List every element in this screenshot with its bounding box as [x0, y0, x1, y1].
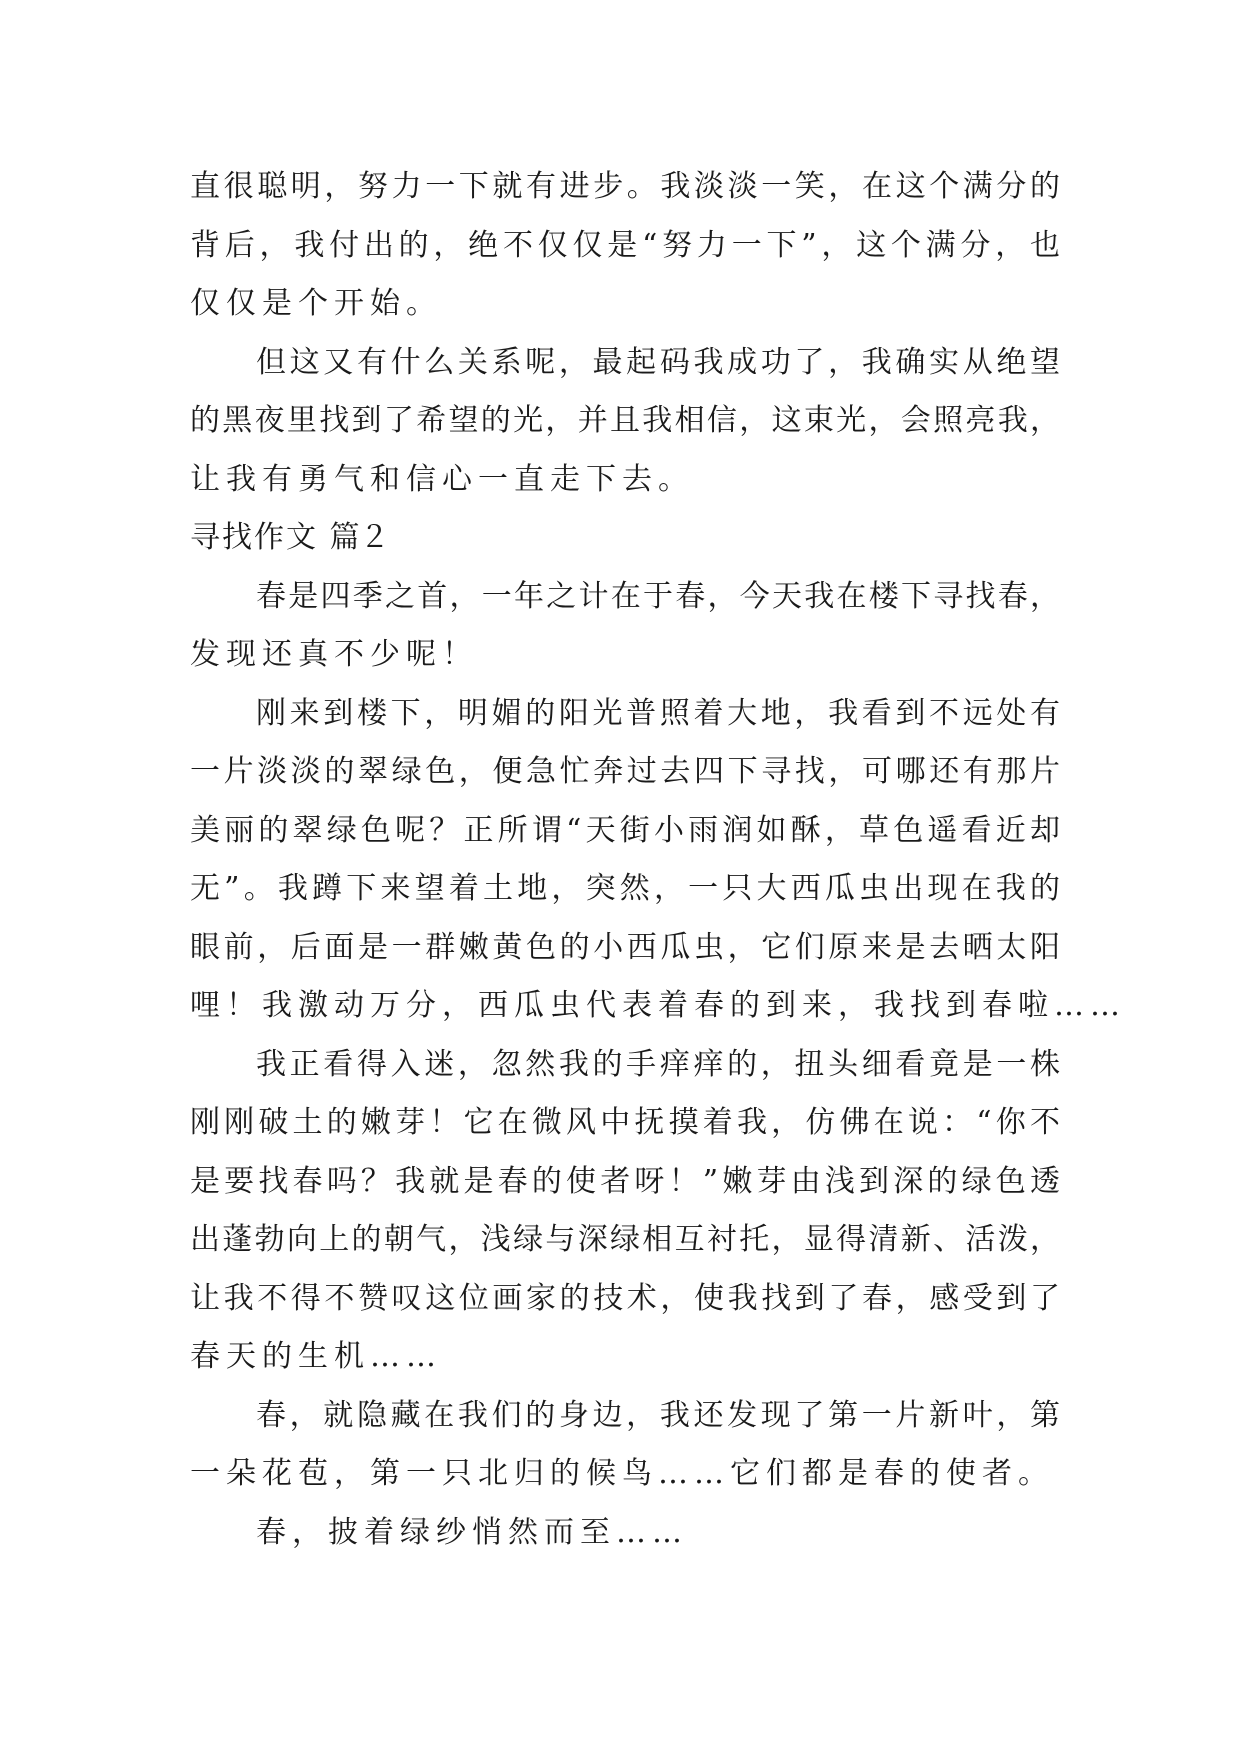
text-line: 刚来到楼下，明媚的阳光普照着大地，我看到不远处有	[256, 695, 1060, 731]
text-line: 我正看得入迷，忽然我的手痒痒的，扭头细看竟是一株	[256, 1046, 1060, 1082]
paragraph	[190, 334, 1060, 510]
text-line: 是要找春吗？我就是春的使者呀！”嫩芽由浅到深的绿色透	[190, 1163, 1060, 1199]
text-line: 一朵花苞，第一只北归的候鸟……它们都是春的使者。	[190, 1456, 1054, 1491]
section-heading	[190, 509, 1060, 568]
paragraph	[190, 568, 1060, 685]
text-line: 美丽的翠绿色呢？正所谓“天街小雨润如酥，草色遥看近却	[190, 812, 1060, 848]
text-line: 仅仅是个开始。	[190, 286, 442, 321]
text-line: 的黑夜里找到了希望的光，并且我相信，这束光，会照亮我，	[190, 403, 1060, 438]
paragraph	[190, 1036, 1060, 1387]
text-line: 发现还真不少呢！	[190, 637, 478, 672]
paragraph	[190, 158, 1060, 334]
paragraph	[190, 1387, 1060, 1504]
text-line: 出蓬勃向上的朝气，浅绿与深绿相互衬托，显得清新、活泼，	[190, 1222, 1060, 1257]
text-line: 春，就隐藏在我们的身边，我还发现了第一片新叶，第	[256, 1397, 1060, 1433]
text-line: 春天的生机……	[190, 1339, 442, 1374]
text-line: 让我有勇气和信心一直走下去。	[190, 461, 694, 497]
document-page	[190, 158, 1126, 1562]
text-line: 刚刚破土的嫩芽！它在微风中抚摸着我，仿佛在说：“你不	[190, 1105, 1060, 1140]
text-line: 让我不得不赞叹这位画家的技术，使我找到了春，感受到了	[190, 1280, 1060, 1316]
text-line: 背后，我付出的，绝不仅仅是“努力一下”，这个满分，也	[190, 227, 1060, 263]
text-line: 眼前，后面是一群嫩黄色的小西瓜虫，它们原来是去晒太阳	[190, 929, 1060, 965]
text-line: 春，披着绿纱悄然而至……	[256, 1514, 688, 1550]
text-line: 哩！我激动万分，西瓜虫代表着春的到来，我找到春啦……	[190, 988, 1126, 1023]
text-line: 一片淡淡的翠绿色，便急忙奔过去四下寻找，可哪还有那片	[190, 754, 1060, 789]
text-line: 春是四季之首，一年之计在于春，今天我在楼下寻找春，	[256, 578, 1060, 614]
paragraph	[190, 685, 1126, 1036]
paragraph	[190, 1504, 1060, 1563]
text-line: 直很聪明，努力一下就有进步。我淡淡一笑，在这个满分的	[190, 169, 1060, 204]
text-line: 无”。我蹲下来望着土地，突然，一只大西瓜虫出现在我的	[190, 871, 1060, 906]
heading-number: 篇２	[329, 520, 390, 555]
heading-title: 寻找作文	[190, 520, 318, 555]
text-line: 但这又有什么关系呢，最起码我成功了，我确实从绝望	[256, 344, 1060, 380]
